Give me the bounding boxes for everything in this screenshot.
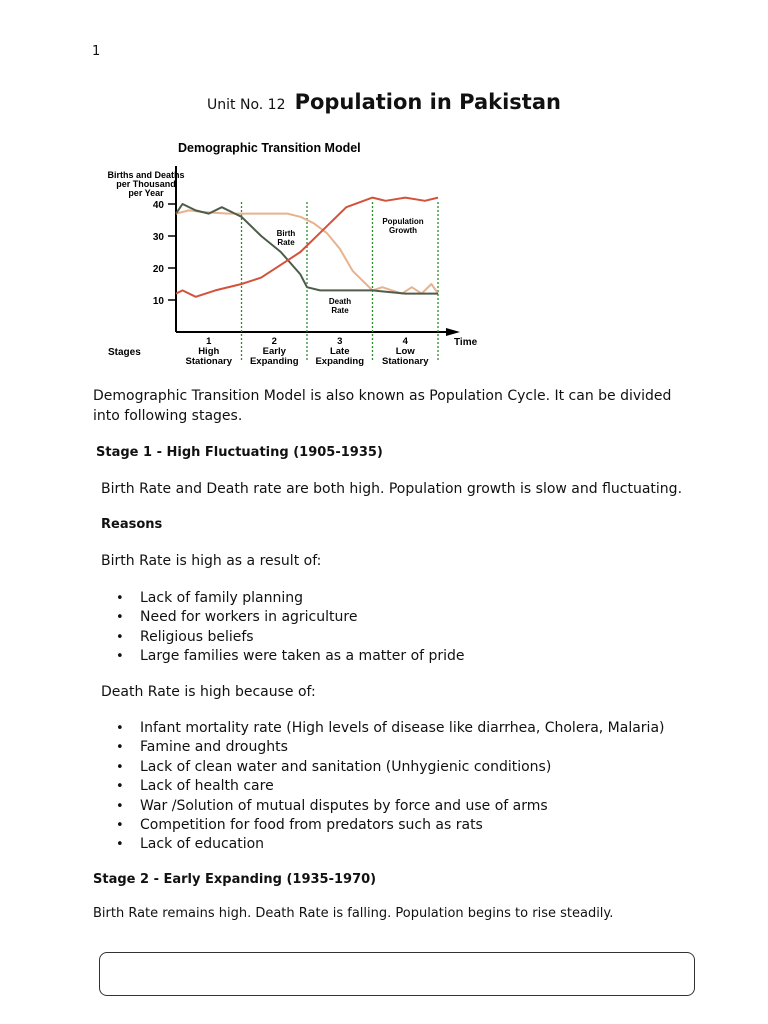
footer-box [99,952,695,996]
stage-name: Early [262,346,286,357]
stage-name: Stationary [382,356,429,367]
y-tick-label: 30 [152,232,164,243]
stage-name: Low [395,346,415,357]
page-number: 1 [92,44,101,59]
demographic-transition-chart [88,132,488,372]
birth-reason-item: • Need for workers in agriculture [100,608,720,627]
death-rate-reasons-list [100,719,740,855]
y-axis-label: per Year [128,188,164,198]
death-reason-item: • War /Solution of mutual disputes by force and use of arms [100,797,740,816]
y-tick-label: 40 [152,200,164,211]
stage2-heading: Stage 2 - Early Expanding (1935-1970) [93,872,377,887]
unit-label: Unit No. 12 [207,97,286,113]
x-axis-label: Time [454,337,478,348]
reasons-heading: Reasons [101,517,163,532]
birth-reason-item: • Large families were taken as a matter of pride [100,647,720,666]
stages-label: Stages [108,347,141,358]
birth-reason-item: • Religious beliefs [100,628,720,647]
y-tick-label: 20 [152,264,164,275]
stage-number: 3 [337,336,343,347]
stage-number: 2 [271,336,277,347]
stage1-summary: Birth Rate and Death rate are both high. Population growth is slow and fluctuating. [101,481,683,497]
y-tick-label: 10 [152,296,164,307]
y-axis-label: Births and Deaths [107,170,185,180]
series-label: Death [328,297,352,306]
x-axis-arrow [446,328,460,336]
series-label: Birth [276,229,296,238]
page-title [0,90,768,114]
stage-name: Stationary [185,356,232,367]
death-reason-item: • Lack of health care [100,777,740,796]
intro-paragraph: Demographic Transition Model is also known as Population Cycle. It can be divided into following stages. [93,388,672,424]
death-reason-item: • Lack of clean water and sanitation (Unhygienic conditions) [100,758,740,777]
stage-number: 4 [402,336,408,347]
series-label: Population [382,217,424,226]
death-reason-item: • Infant mortality rate (High levels of disease like diarrhea, Cholera, Malaria) [100,719,740,738]
birth-reason-item: • Lack of family planning [100,589,720,608]
stage-name: Expanding [249,356,299,367]
birth-rate-intro: Birth Rate is high as a result of: [101,553,322,569]
series-label: Growth [389,226,417,235]
series-label: Rate [277,238,295,247]
death-reason-item: • Competition for food from predators such as rats [100,816,740,835]
series-label: Rate [331,306,349,315]
title-main: Population in Pakistan [294,90,561,114]
stage1-heading: Stage 1 - High Fluctuating (1905-1935) [96,445,383,460]
stage-number: 1 [206,336,212,347]
birth-rate-reasons-list [100,589,720,667]
y-axis-label: per Thousand [116,179,176,189]
chart-title: Demographic Transition Model [178,141,361,155]
death-reason-item: • Lack of education [100,835,740,854]
stage-name: Late [329,346,350,357]
death-reason-item: • Famine and droughts [100,738,740,757]
stage2-summary: Birth Rate remains high. Death Rate is falling. Population begins to rise steadily. [93,906,614,921]
stage-name: Expanding [315,356,365,367]
death-rate-intro: Death Rate is high because of: [101,684,316,700]
stage-name: High [198,346,220,357]
